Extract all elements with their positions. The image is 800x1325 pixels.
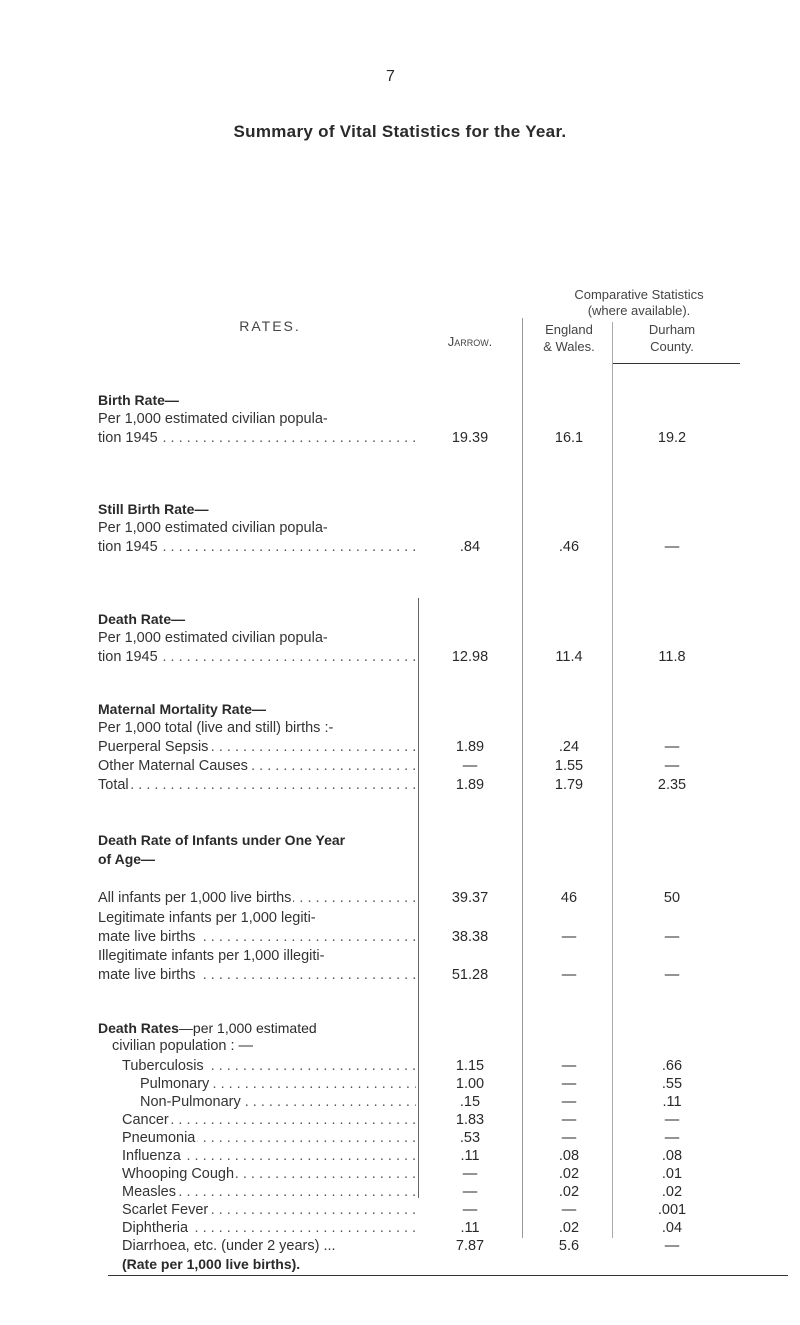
- maternal-row-durham: —: [664, 758, 680, 774]
- wales-header: & Wales.: [543, 339, 595, 354]
- death-cause-jarrow: 1.15: [455, 1058, 485, 1074]
- death-cause-england: .02: [558, 1166, 580, 1182]
- infant-legit-label: Legitimate infants per 1,000 legiti-: [98, 910, 316, 926]
- death-rates-note: (Rate per 1,000 live births).: [122, 1256, 301, 1272]
- death-cause-england: —: [561, 1112, 577, 1128]
- death-cause-label: Tuberculosis . . .: [122, 1058, 416, 1074]
- death-cause-jarrow: 1.00: [455, 1076, 485, 1092]
- birth-rate-desc: Per 1,000 estimated civilian popula-: [98, 411, 328, 427]
- maternal-mortality-intro: Per 1,000 total (live and still) births :-: [98, 720, 334, 736]
- death-cause-durham: —: [664, 1130, 680, 1146]
- death-cause-label: Influenza . . .: [122, 1148, 416, 1164]
- infant-death-title-2: of Age—: [98, 851, 156, 867]
- death-cause-england: —: [561, 1094, 577, 1110]
- maternal-row-durham: 2.35: [657, 777, 687, 793]
- death-cause-england: —: [561, 1076, 577, 1092]
- birth-rate-desc-2: tion 1945 . . .: [98, 430, 416, 446]
- death-cause-england: .08: [558, 1148, 580, 1164]
- jarrow-header: Jarrow.: [447, 334, 493, 349]
- infant-illegit-label: Illegitimate infants per 1,000 illegiti-: [98, 948, 325, 964]
- death-cause-jarrow: —: [462, 1202, 478, 1218]
- death-cause-durham: .08: [661, 1148, 683, 1164]
- death-cause-label: Pneumonia . . .: [122, 1130, 416, 1146]
- maternal-row-england: .24: [558, 739, 580, 755]
- still-birth-england: .46: [558, 539, 580, 555]
- death-cause-label: Cancer . . .: [122, 1112, 416, 1128]
- death-cause-durham: —: [664, 1238, 680, 1254]
- death-rate-durham: 11.8: [658, 649, 686, 665]
- infant-all-jarrow: 39.37: [451, 890, 489, 906]
- rates-header: RATES.: [239, 318, 301, 334]
- maternal-row-label: Other Maternal Causes . . .: [98, 758, 416, 774]
- infant-legit-durham: —: [664, 929, 680, 945]
- maternal-row-england: 1.79: [554, 777, 584, 793]
- infant-illegit-label-2: mate live births . . .: [98, 967, 416, 983]
- death-cause-england: —: [561, 1058, 577, 1074]
- death-rates-title: Death Rates—per 1,000 estimated: [98, 1020, 317, 1036]
- infant-death-title: Death Rate of Infants under One Year: [98, 832, 346, 848]
- infant-all-label: All infants per 1,000 live births . . .: [98, 890, 416, 906]
- death-cause-durham: .66: [661, 1058, 683, 1074]
- death-cause-jarrow: —: [462, 1184, 478, 1200]
- infant-illegit-england: —: [561, 967, 577, 983]
- death-cause-durham: .55: [661, 1076, 683, 1092]
- death-rate-jarrow: 12.98: [451, 649, 489, 665]
- death-cause-jarrow: 1.83: [455, 1112, 485, 1128]
- death-cause-jarrow: —: [462, 1166, 478, 1182]
- death-cause-england: —: [561, 1130, 577, 1146]
- death-cause-label: Pulmonary . . .: [140, 1076, 416, 1092]
- header-rule: [612, 363, 740, 364]
- infant-all-durham: 50: [663, 890, 681, 906]
- death-cause-jarrow: .11: [460, 1148, 480, 1164]
- death-cause-label: Diarrhoea, etc. (under 2 years) ...: [122, 1238, 336, 1254]
- maternal-row-jarrow: —: [462, 758, 478, 774]
- birth-rate-title: Birth Rate—: [98, 392, 179, 408]
- where-available-header: (where available).: [587, 303, 691, 318]
- infant-legit-label-2: mate live births . . .: [98, 929, 416, 945]
- death-cause-label: Measles . . .: [122, 1184, 416, 1200]
- death-cause-durham: .001: [657, 1202, 687, 1218]
- death-rate-title: Death Rate—: [98, 611, 186, 627]
- maternal-row-label: Puerperal Sepsis . . .: [98, 739, 416, 755]
- maternal-row-label: Total . . .: [98, 777, 416, 793]
- death-cause-england: 5.6: [558, 1238, 580, 1254]
- maternal-mortality-title: Maternal Mortality Rate—: [98, 701, 267, 717]
- death-cause-durham: .11: [662, 1094, 682, 1110]
- still-birth-jarrow: .84: [459, 539, 481, 555]
- death-cause-label: Diphtheria . . .: [122, 1220, 416, 1236]
- death-cause-durham: .04: [661, 1220, 683, 1236]
- death-cause-label: Scarlet Fever . . .: [122, 1202, 416, 1218]
- death-rates-intro: civilian population : —: [112, 1038, 254, 1054]
- still-birth-rate-title: Still Birth Rate—: [98, 501, 209, 517]
- birth-rate-jarrow: 19.39: [451, 430, 489, 446]
- maternal-row-jarrow: 1.89: [455, 777, 485, 793]
- death-cause-jarrow: 7.87: [455, 1238, 485, 1254]
- death-cause-jarrow: .11: [460, 1220, 480, 1236]
- maternal-row-england: 1.55: [554, 758, 584, 774]
- death-rate-england: 11.4: [555, 649, 583, 665]
- maternal-row-durham: —: [664, 739, 680, 755]
- county-header: County.: [650, 339, 694, 354]
- death-cause-label: Non-Pulmonary . . .: [140, 1094, 416, 1110]
- death-cause-durham: .01: [661, 1166, 683, 1182]
- durham-header: Durham: [648, 322, 696, 337]
- infant-legit-jarrow: 38.38: [451, 929, 489, 945]
- death-cause-label: Whooping Cough . . .: [122, 1166, 416, 1182]
- birth-rate-england: 16.1: [554, 430, 584, 446]
- infant-all-england: 46: [560, 890, 578, 906]
- death-cause-england: .02: [558, 1184, 580, 1200]
- still-birth-rate-desc: Per 1,000 estimated civilian popula-: [98, 520, 328, 536]
- death-cause-durham: .02: [661, 1184, 683, 1200]
- death-rate-desc: Per 1,000 estimated civilian popula-: [98, 630, 328, 646]
- bottom-rule: [108, 1275, 788, 1276]
- comparative-header: Comparative Statistics: [574, 287, 704, 302]
- death-cause-england: .02: [558, 1220, 580, 1236]
- page-title: Summary of Vital Statistics for the Year.: [233, 122, 567, 141]
- death-cause-jarrow: .15: [459, 1094, 481, 1110]
- death-cause-england: —: [561, 1202, 577, 1218]
- death-rate-desc-2: tion 1945 . . .: [98, 649, 416, 665]
- death-cause-jarrow: .53: [459, 1130, 481, 1146]
- infant-illegit-durham: —: [664, 967, 680, 983]
- death-cause-durham: —: [664, 1112, 680, 1128]
- page-number: 7: [386, 68, 395, 85]
- still-birth-durham: —: [664, 539, 680, 555]
- birth-rate-durham: 19.2: [657, 430, 687, 446]
- still-birth-rate-desc-2: tion 1945 . . .: [98, 539, 416, 555]
- infant-legit-england: —: [561, 929, 577, 945]
- maternal-row-jarrow: 1.89: [455, 739, 485, 755]
- infant-illegit-jarrow: 51.28: [451, 967, 489, 983]
- england-header: England: [545, 322, 593, 337]
